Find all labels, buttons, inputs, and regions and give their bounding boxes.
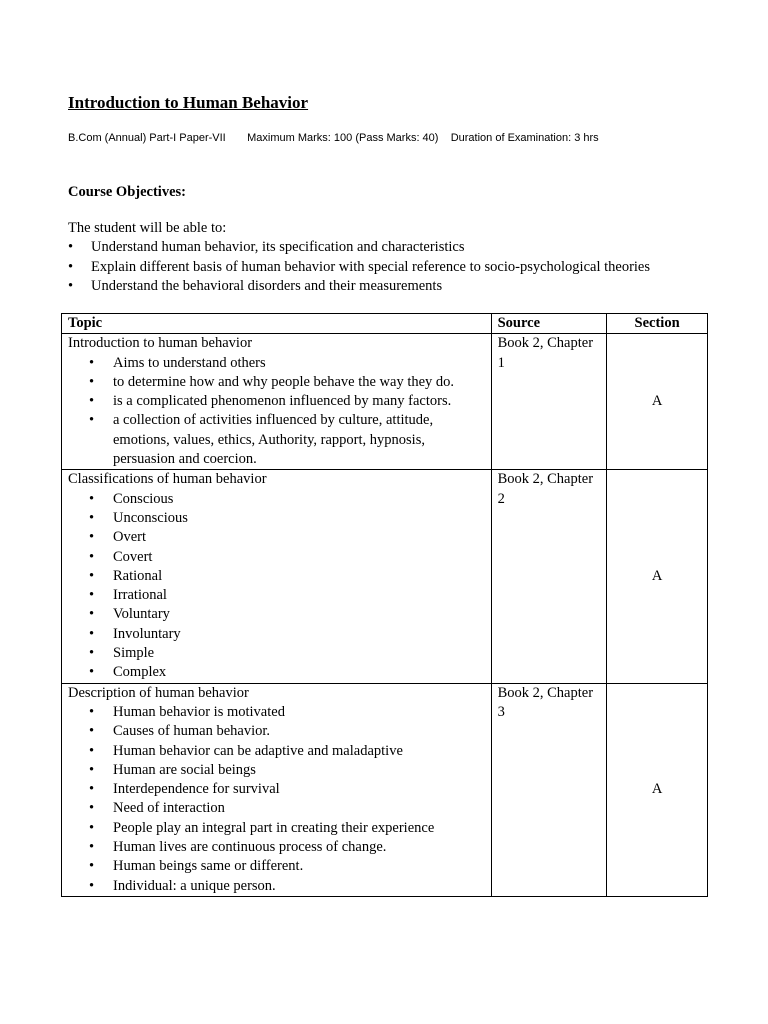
duration-label: Duration of Examination: 3 hrs bbox=[450, 132, 599, 144]
objective-item: • Understand the behavioral disorders and their measurements bbox=[68, 277, 650, 297]
topic-list bbox=[68, 703, 485, 896]
topic-list bbox=[68, 490, 485, 683]
topic-cell bbox=[62, 683, 492, 896]
list-item: • Human beings same or different. bbox=[68, 857, 485, 876]
section-cell: A bbox=[607, 470, 708, 683]
list-item: • Simple bbox=[68, 644, 485, 663]
topic-title: Classifications of human behavior bbox=[68, 471, 267, 488]
list-item: • Voluntary bbox=[68, 605, 485, 624]
syllabus-table bbox=[61, 313, 708, 897]
table-header-row bbox=[62, 314, 708, 334]
objective-item: • Understand human behavior, its specification and characteristics bbox=[68, 238, 650, 258]
topic-title: Introduction to human behavior bbox=[68, 335, 253, 352]
list-item: • Overt bbox=[68, 528, 485, 547]
topic-list bbox=[68, 354, 485, 470]
header-topic: Topic bbox=[62, 314, 492, 334]
objectives-heading: Course Objectives: bbox=[68, 184, 186, 200]
section-cell: A bbox=[607, 334, 708, 470]
header-source: Source bbox=[491, 314, 607, 334]
source-cell: Book 2, Chapter 1 bbox=[491, 334, 607, 470]
objectives-intro: The student will be able to: bbox=[68, 220, 227, 236]
list-item: • Human behavior is motivated bbox=[68, 703, 485, 722]
list-item: • Aims to understand others bbox=[68, 354, 485, 373]
objectives-list bbox=[68, 238, 650, 297]
list-item: • a collection of activities influenced by culture, attitude, emotions, values, ethics, Authority, rapport, hypnosis, persuasion and coercion. bbox=[68, 411, 485, 469]
list-item: • Covert bbox=[68, 548, 485, 567]
header-section: Section bbox=[607, 314, 708, 334]
table-row bbox=[62, 683, 708, 896]
table-row bbox=[62, 334, 708, 470]
list-item: • Human lives are continuous process of change. bbox=[68, 838, 485, 857]
list-item: • Unconscious bbox=[68, 509, 485, 528]
list-item: • Individual: a unique person. bbox=[68, 877, 485, 896]
list-item: • Involuntary bbox=[68, 625, 485, 644]
course-meta bbox=[68, 130, 599, 146]
section-cell: A bbox=[607, 683, 708, 896]
marks-label: Maximum Marks: 100 (Pass Marks: 40) bbox=[247, 132, 439, 144]
program-label: B.Com (Annual) Part-I Paper-VII bbox=[68, 132, 226, 144]
topic-cell bbox=[62, 334, 492, 470]
table-row bbox=[62, 470, 708, 683]
list-item: • Causes of human behavior. bbox=[68, 722, 485, 741]
document-title: Introduction to Human Behavior bbox=[68, 93, 309, 112]
list-item: • to determine how and why people behave the way they do. bbox=[68, 373, 485, 392]
topic-cell bbox=[62, 470, 492, 683]
list-item: • Interdependence for survival bbox=[68, 780, 485, 799]
list-item: • Conscious bbox=[68, 490, 485, 509]
list-item: • Human are social beings bbox=[68, 761, 485, 780]
list-item: • is a complicated phenomenon influenced by many factors. bbox=[68, 392, 485, 411]
list-item: • Human behavior can be adaptive and maladaptive bbox=[68, 742, 485, 761]
list-item: • Need of interaction bbox=[68, 799, 485, 818]
topic-title: Description of human behavior bbox=[68, 684, 249, 701]
objective-item: • Explain different basis of human behavior with special reference to socio-psychological theories bbox=[68, 258, 650, 278]
list-item: • Rational bbox=[68, 567, 485, 586]
source-cell: Book 2, Chapter 2 bbox=[491, 470, 607, 683]
list-item: • Irrational bbox=[68, 586, 485, 605]
list-item: • People play an integral part in creating their experience bbox=[68, 819, 485, 838]
list-item: • Complex bbox=[68, 663, 485, 682]
source-cell: Book 2, Chapter 3 bbox=[491, 683, 607, 896]
